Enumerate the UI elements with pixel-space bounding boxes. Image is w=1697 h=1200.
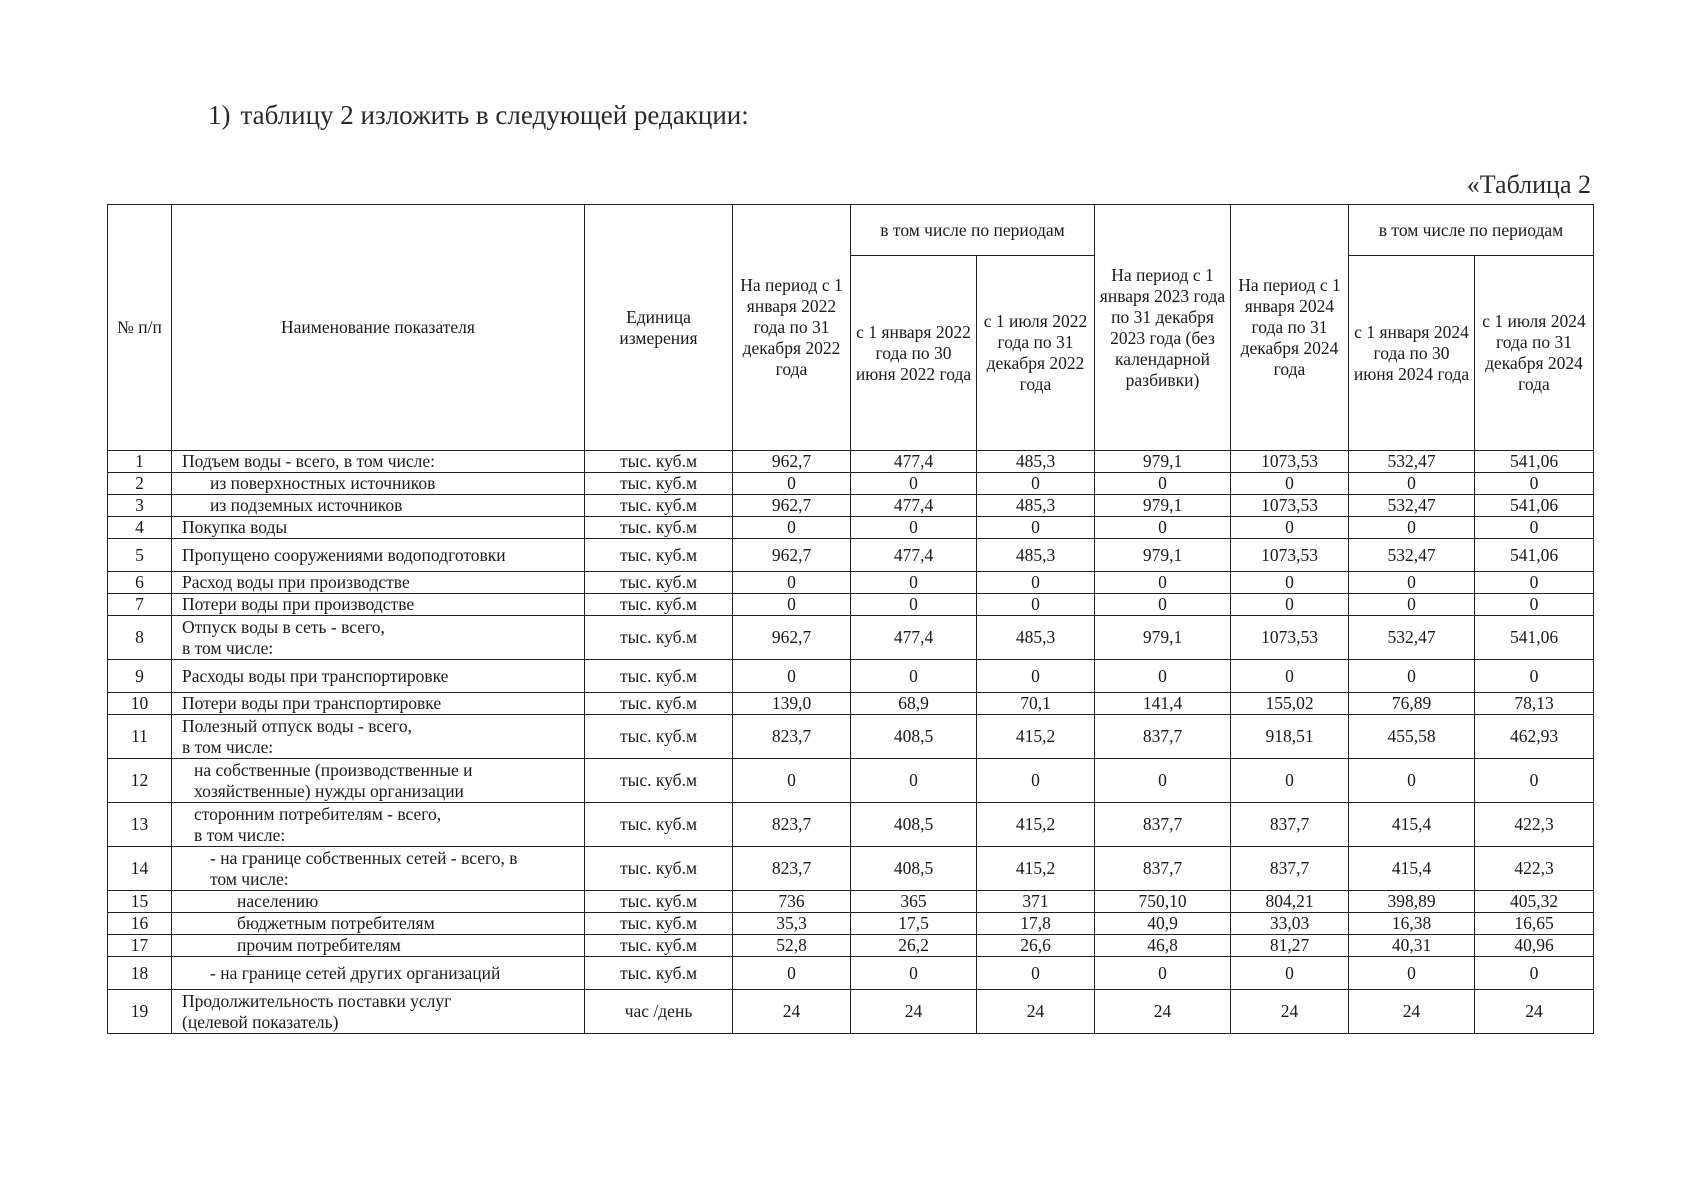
row-value: 485,3 xyxy=(977,495,1095,517)
row-value: 0 xyxy=(851,957,977,990)
row-value: 415,2 xyxy=(977,803,1095,847)
row-unit: тыс. куб.м xyxy=(585,616,733,660)
row-number: 2 xyxy=(108,473,172,495)
row-indicator-name: населению xyxy=(172,891,585,913)
row-unit: тыс. куб.м xyxy=(585,594,733,616)
table-row xyxy=(108,990,1594,1034)
row-number: 18 xyxy=(108,957,172,990)
row-value: 81,27 xyxy=(1231,935,1349,957)
row-value: 24 xyxy=(851,990,977,1034)
row-indicator-name-line: в том числе: xyxy=(182,736,274,757)
row-value: 0 xyxy=(1349,473,1475,495)
row-value: 408,5 xyxy=(851,715,977,759)
table-row xyxy=(108,715,1594,759)
row-indicator-name: из подземных источников xyxy=(172,495,585,517)
header-h1-2024: с 1 января 2024 года по 30 июня 2024 года xyxy=(1349,256,1475,451)
header-h1-2022: с 1 января 2022 года по 30 июня 2022 года xyxy=(851,256,977,451)
table-row xyxy=(108,660,1594,693)
row-number: 7 xyxy=(108,594,172,616)
row-value: 365 xyxy=(851,891,977,913)
row-value: 0 xyxy=(1349,957,1475,990)
row-unit: тыс. куб.м xyxy=(585,715,733,759)
row-value: 455,58 xyxy=(1349,715,1475,759)
row-indicator-name: Расходы воды при транспортировке xyxy=(172,660,585,693)
row-value: 0 xyxy=(733,660,851,693)
row-value: 837,7 xyxy=(1095,715,1231,759)
row-value: 0 xyxy=(977,517,1095,539)
row-value: 962,7 xyxy=(733,539,851,572)
header-h2-2024: с 1 июля 2024 года по 31 декабря 2024 года xyxy=(1475,256,1594,451)
row-value: 0 xyxy=(1475,957,1594,990)
row-value: 0 xyxy=(1231,594,1349,616)
row-value: 541,06 xyxy=(1475,451,1594,473)
row-indicator-name-line: Отпуск воды в сеть - всего, xyxy=(182,616,385,637)
row-value: 415,2 xyxy=(977,847,1095,891)
row-value: 0 xyxy=(851,660,977,693)
row-value: 26,6 xyxy=(977,935,1095,957)
header-name: Наименование показателя xyxy=(172,205,585,451)
header-period-2022: На период с 1 января 2022 года по 31 декабря 2022 года xyxy=(733,205,851,451)
row-indicator-name-line: Полезный отпуск воды - всего, xyxy=(182,715,412,736)
row-value: 0 xyxy=(1095,594,1231,616)
row-value: 979,1 xyxy=(1095,539,1231,572)
row-value: 962,7 xyxy=(733,451,851,473)
row-value: 415,4 xyxy=(1349,803,1475,847)
row-value: 0 xyxy=(1475,473,1594,495)
row-value: 0 xyxy=(1095,660,1231,693)
row-value: 0 xyxy=(1475,572,1594,594)
row-indicator-name: Потери воды при транспортировке xyxy=(172,693,585,715)
header-group-2022: в том числе по периодам xyxy=(851,205,1095,256)
row-indicator-name-line: сторонним потребителям - всего, xyxy=(194,803,442,824)
row-value: 0 xyxy=(1475,517,1594,539)
row-value: 0 xyxy=(1095,473,1231,495)
row-value: 139,0 xyxy=(733,693,851,715)
row-value: 0 xyxy=(1349,759,1475,803)
row-value: 918,51 xyxy=(1231,715,1349,759)
row-indicator-name: Потери воды при производстве xyxy=(172,594,585,616)
row-value: 0 xyxy=(1231,572,1349,594)
row-value: 0 xyxy=(1349,594,1475,616)
row-value: 541,06 xyxy=(1475,495,1594,517)
row-indicator-name-line: в том числе: xyxy=(194,824,286,845)
row-value: 415,2 xyxy=(977,715,1095,759)
table-row xyxy=(108,572,1594,594)
table-caption: «Таблица 2 xyxy=(1466,170,1591,199)
intro-text: таблицу 2 изложить в следующей редакции: xyxy=(240,100,749,130)
row-value: 962,7 xyxy=(733,616,851,660)
row-value: 0 xyxy=(1475,594,1594,616)
row-number: 4 xyxy=(108,517,172,539)
row-indicator-name xyxy=(172,803,585,847)
table-row xyxy=(108,803,1594,847)
row-number: 11 xyxy=(108,715,172,759)
row-number: 17 xyxy=(108,935,172,957)
table-row xyxy=(108,495,1594,517)
table-row xyxy=(108,517,1594,539)
row-value: 0 xyxy=(977,473,1095,495)
row-value: 837,7 xyxy=(1231,803,1349,847)
row-indicator-name: прочим потребителям xyxy=(172,935,585,957)
row-unit: час /день xyxy=(585,990,733,1034)
row-value: 24 xyxy=(1231,990,1349,1034)
row-unit: тыс. куб.м xyxy=(585,803,733,847)
row-number: 1 xyxy=(108,451,172,473)
row-value: 371 xyxy=(977,891,1095,913)
row-value: 24 xyxy=(1095,990,1231,1034)
row-unit: тыс. куб.м xyxy=(585,660,733,693)
row-value: 26,2 xyxy=(851,935,977,957)
row-unit: тыс. куб.м xyxy=(585,495,733,517)
row-number: 14 xyxy=(108,847,172,891)
row-value: 422,3 xyxy=(1475,847,1594,891)
row-value: 0 xyxy=(1231,517,1349,539)
row-value: 0 xyxy=(1475,660,1594,693)
row-indicator-name-line: Продолжительность поставки услуг xyxy=(182,990,452,1011)
row-value: 1073,53 xyxy=(1231,616,1349,660)
row-value: 462,93 xyxy=(1475,715,1594,759)
row-number: 3 xyxy=(108,495,172,517)
row-number: 8 xyxy=(108,616,172,660)
row-value: 408,5 xyxy=(851,803,977,847)
row-unit: тыс. куб.м xyxy=(585,847,733,891)
row-value: 477,4 xyxy=(851,451,977,473)
row-number: 9 xyxy=(108,660,172,693)
row-value: 0 xyxy=(1095,759,1231,803)
row-value: 1073,53 xyxy=(1231,539,1349,572)
row-value: 804,21 xyxy=(1231,891,1349,913)
header-unit: Единица измерения xyxy=(585,205,733,451)
row-value: 68,9 xyxy=(851,693,977,715)
row-value: 33,03 xyxy=(1231,913,1349,935)
row-value: 141,4 xyxy=(1095,693,1231,715)
row-value: 532,47 xyxy=(1349,451,1475,473)
row-value: 76,89 xyxy=(1349,693,1475,715)
row-value: 0 xyxy=(1095,517,1231,539)
row-value: 532,47 xyxy=(1349,616,1475,660)
row-value: 823,7 xyxy=(733,847,851,891)
row-unit: тыс. куб.м xyxy=(585,913,733,935)
row-unit: тыс. куб.м xyxy=(585,517,733,539)
row-value: 1073,53 xyxy=(1231,495,1349,517)
row-value: 24 xyxy=(1349,990,1475,1034)
row-value: 415,4 xyxy=(1349,847,1475,891)
table-body xyxy=(108,451,1594,1034)
row-value: 0 xyxy=(851,759,977,803)
row-value: 0 xyxy=(851,473,977,495)
header-period-2023: На период с 1 января 2023 года по 31 декабря 2023 года (без календарной разбивки) xyxy=(1095,205,1231,451)
table-row xyxy=(108,957,1594,990)
row-value: 477,4 xyxy=(851,616,977,660)
row-indicator-name-line: (целевой показатель) xyxy=(182,1011,339,1032)
row-value: 16,38 xyxy=(1349,913,1475,935)
row-indicator-name xyxy=(172,616,585,660)
row-value: 532,47 xyxy=(1349,495,1475,517)
row-value: 0 xyxy=(1095,572,1231,594)
header-group-2024: в том числе по периодам xyxy=(1349,205,1594,256)
row-number: 5 xyxy=(108,539,172,572)
row-value: 823,7 xyxy=(733,803,851,847)
row-value: 485,3 xyxy=(977,539,1095,572)
row-number: 10 xyxy=(108,693,172,715)
row-value: 837,7 xyxy=(1095,847,1231,891)
row-value: 0 xyxy=(733,759,851,803)
row-value: 837,7 xyxy=(1095,803,1231,847)
row-value: 979,1 xyxy=(1095,616,1231,660)
row-value: 532,47 xyxy=(1349,539,1475,572)
row-value: 979,1 xyxy=(1095,451,1231,473)
row-indicator-name: Покупка воды xyxy=(172,517,585,539)
row-value: 485,3 xyxy=(977,616,1095,660)
row-value: 0 xyxy=(1475,759,1594,803)
row-indicator-name xyxy=(172,759,585,803)
row-indicator-name xyxy=(172,715,585,759)
row-value: 0 xyxy=(733,473,851,495)
row-value: 477,4 xyxy=(851,539,977,572)
row-value: 405,32 xyxy=(1475,891,1594,913)
row-value: 0 xyxy=(1095,957,1231,990)
row-value: 0 xyxy=(977,759,1095,803)
row-value: 823,7 xyxy=(733,715,851,759)
row-value: 24 xyxy=(977,990,1095,1034)
row-indicator-name: - на границе сетей других организаций xyxy=(172,957,585,990)
water-balance-table xyxy=(107,204,1594,1034)
row-indicator-name-line: том числе: xyxy=(210,868,289,889)
table-row xyxy=(108,693,1594,715)
row-value: 70,1 xyxy=(977,693,1095,715)
row-value: 155,02 xyxy=(1231,693,1349,715)
row-indicator-name-line: в том числе: xyxy=(182,637,274,658)
row-indicator-name-line: - на границе собственных сетей - всего, в xyxy=(210,847,518,868)
row-unit: тыс. куб.м xyxy=(585,451,733,473)
table-row xyxy=(108,616,1594,660)
row-value: 837,7 xyxy=(1231,847,1349,891)
table-row xyxy=(108,759,1594,803)
table-row xyxy=(108,451,1594,473)
row-value: 52,8 xyxy=(733,935,851,957)
intro-line xyxy=(208,100,749,131)
row-number: 15 xyxy=(108,891,172,913)
header-num: № п/п xyxy=(108,205,172,451)
row-number: 12 xyxy=(108,759,172,803)
row-unit: тыс. куб.м xyxy=(585,891,733,913)
table-row xyxy=(108,913,1594,935)
row-unit: тыс. куб.м xyxy=(585,693,733,715)
row-value: 0 xyxy=(977,594,1095,616)
row-unit: тыс. куб.м xyxy=(585,759,733,803)
row-value: 40,31 xyxy=(1349,935,1475,957)
row-unit: тыс. куб.м xyxy=(585,473,733,495)
row-value: 0 xyxy=(1231,660,1349,693)
table-row xyxy=(108,891,1594,913)
row-number: 6 xyxy=(108,572,172,594)
row-value: 35,3 xyxy=(733,913,851,935)
row-number: 13 xyxy=(108,803,172,847)
row-indicator-name: бюджетным потребителям xyxy=(172,913,585,935)
table-row xyxy=(108,935,1594,957)
row-value: 0 xyxy=(851,594,977,616)
row-value: 0 xyxy=(851,517,977,539)
row-value: 750,10 xyxy=(1095,891,1231,913)
table-row xyxy=(108,847,1594,891)
row-value: 736 xyxy=(733,891,851,913)
row-value: 0 xyxy=(1231,759,1349,803)
row-value: 541,06 xyxy=(1475,616,1594,660)
row-value: 0 xyxy=(1349,660,1475,693)
row-number: 16 xyxy=(108,913,172,935)
row-value: 422,3 xyxy=(1475,803,1594,847)
row-value: 0 xyxy=(733,517,851,539)
row-value: 0 xyxy=(1231,957,1349,990)
row-value: 40,96 xyxy=(1475,935,1594,957)
row-value: 541,06 xyxy=(1475,539,1594,572)
row-unit: тыс. куб.м xyxy=(585,957,733,990)
row-value: 0 xyxy=(733,572,851,594)
row-value: 979,1 xyxy=(1095,495,1231,517)
row-indicator-name: Расход воды при производстве xyxy=(172,572,585,594)
row-unit: тыс. куб.м xyxy=(585,539,733,572)
row-value: 24 xyxy=(1475,990,1594,1034)
row-value: 0 xyxy=(1349,517,1475,539)
row-value: 0 xyxy=(977,957,1095,990)
row-indicator-name xyxy=(172,847,585,891)
table-row xyxy=(108,594,1594,616)
row-value: 0 xyxy=(1231,473,1349,495)
row-value: 0 xyxy=(733,594,851,616)
row-value: 17,5 xyxy=(851,913,977,935)
row-value: 398,89 xyxy=(1349,891,1475,913)
row-value: 78,13 xyxy=(1475,693,1594,715)
row-indicator-name: Пропущено сооружениями водоподготовки xyxy=(172,539,585,572)
intro-number: 1) xyxy=(208,100,231,130)
row-value: 477,4 xyxy=(851,495,977,517)
row-value: 962,7 xyxy=(733,495,851,517)
row-value: 17,8 xyxy=(977,913,1095,935)
table-row xyxy=(108,539,1594,572)
row-indicator-name-line: на собственные (производственные и xyxy=(194,759,473,780)
row-indicator-name: из поверхностных источников xyxy=(172,473,585,495)
row-indicator-name xyxy=(172,990,585,1034)
row-number: 19 xyxy=(108,990,172,1034)
header-h2-2022: с 1 июля 2022 года по 31 декабря 2022 года xyxy=(977,256,1095,451)
row-value: 46,8 xyxy=(1095,935,1231,957)
row-value: 0 xyxy=(851,572,977,594)
row-unit: тыс. куб.м xyxy=(585,935,733,957)
row-value: 16,65 xyxy=(1475,913,1594,935)
row-value: 0 xyxy=(977,660,1095,693)
row-value: 40,9 xyxy=(1095,913,1231,935)
row-value: 0 xyxy=(1349,572,1475,594)
row-unit: тыс. куб.м xyxy=(585,572,733,594)
row-value: 485,3 xyxy=(977,451,1095,473)
row-value: 0 xyxy=(733,957,851,990)
header-period-2024: На период с 1 января 2024 года по 31 декабря 2024 года xyxy=(1231,205,1349,451)
row-value: 1073,53 xyxy=(1231,451,1349,473)
row-value: 408,5 xyxy=(851,847,977,891)
row-indicator-name-line: хозяйственные) нужды организации xyxy=(194,780,464,801)
table-row xyxy=(108,473,1594,495)
row-value: 0 xyxy=(977,572,1095,594)
row-value: 24 xyxy=(733,990,851,1034)
row-indicator-name: Подъем воды - всего, в том числе: xyxy=(172,451,585,473)
